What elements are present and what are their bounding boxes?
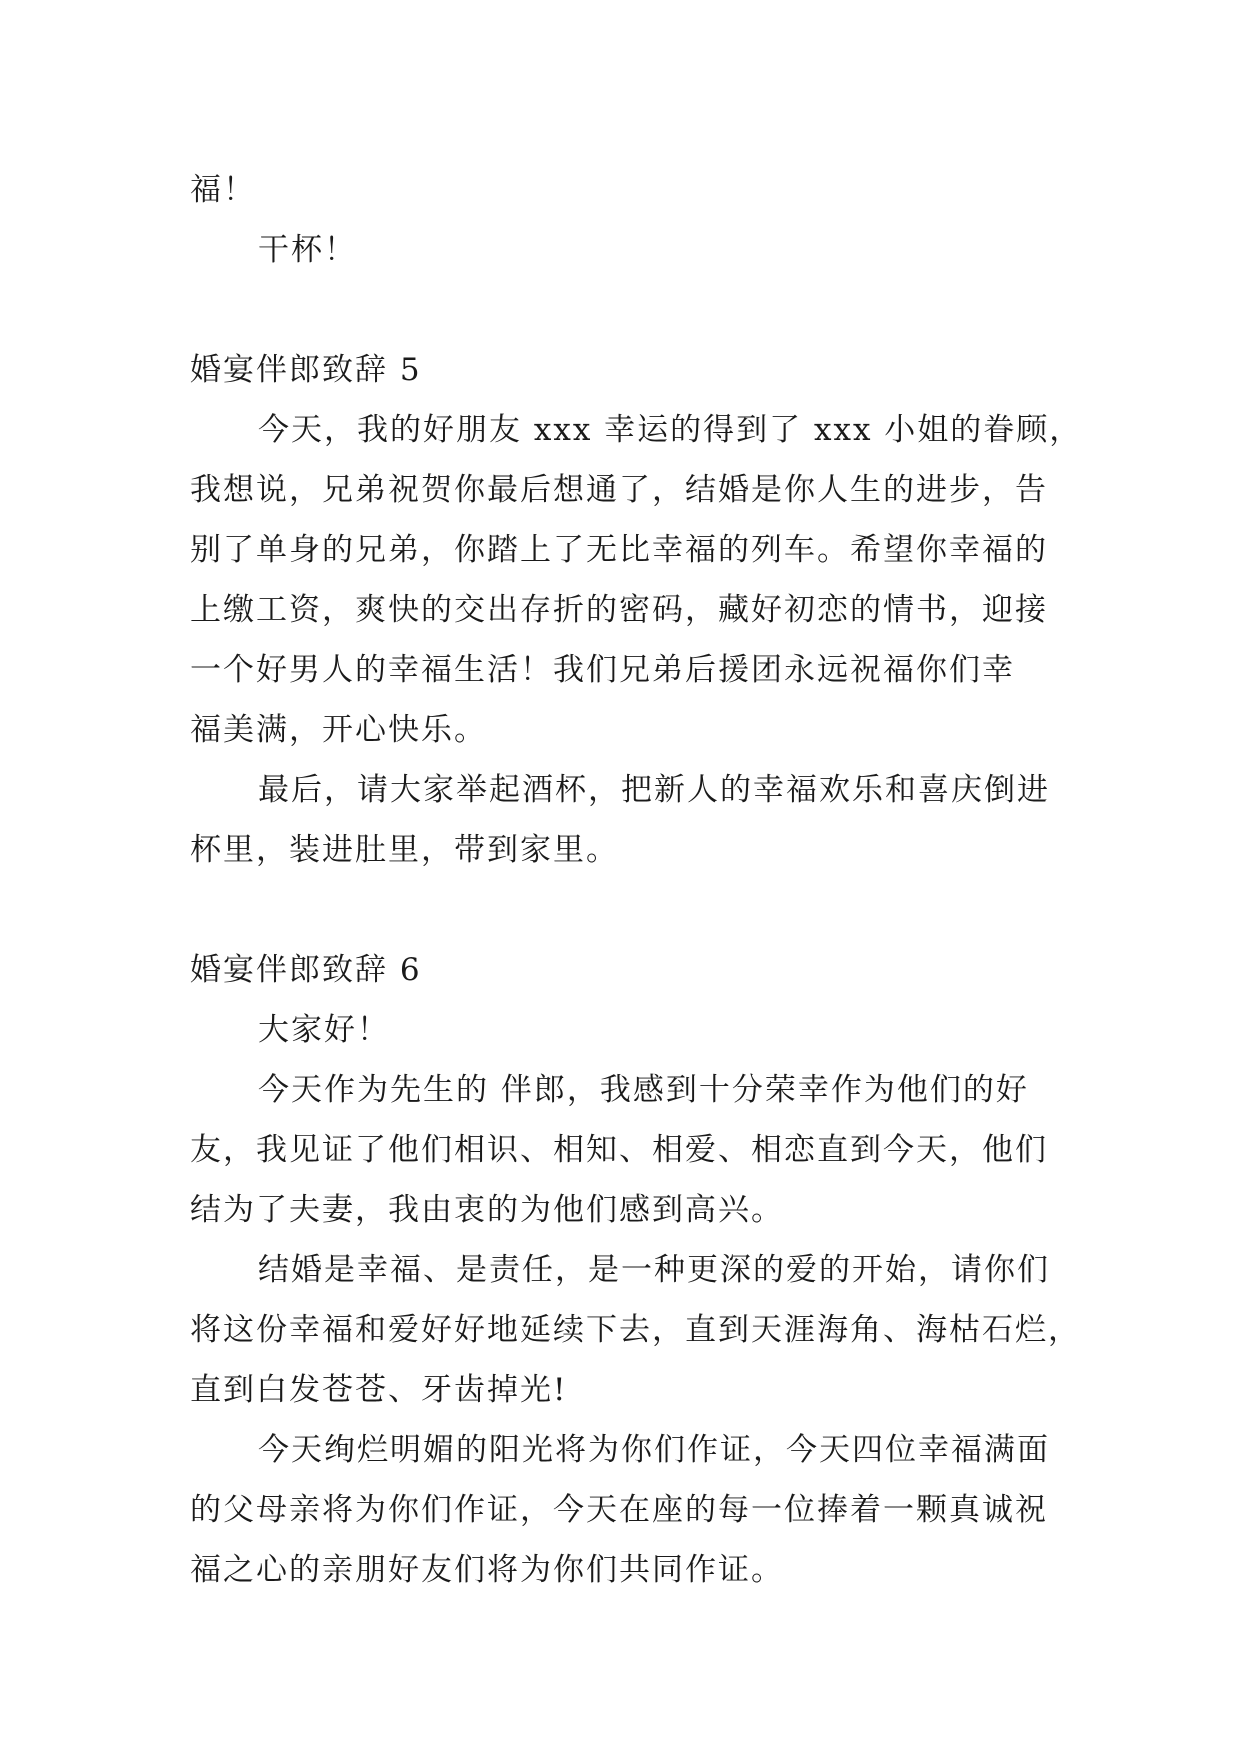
section-spacer xyxy=(190,880,1052,940)
section-spacer xyxy=(190,280,1052,340)
paragraph-line: 福！ xyxy=(190,172,256,208)
paragraph-line: 的父母亲将为你们作证，今天在座的每一位捧着一颗真诚祝 xyxy=(190,1492,1048,1528)
paragraph-line: 今天绚烂明媚的阳光将为你们作证，今天四位幸福满面 xyxy=(258,1432,1050,1468)
paragraph-line: 上缴工资，爽快的交出存折的密码，藏好初恋的情书，迎接 xyxy=(190,592,1048,628)
paragraph-line: 别了单身的兄弟，你踏上了无比幸福的列车。希望你幸福的 xyxy=(190,532,1048,568)
paragraph-line: 福之心的亲朋好友们将为你们共同作证。 xyxy=(190,1552,784,1588)
paragraph-line: 友，我见证了他们相识、相知、相爱、相恋直到今天，他们 xyxy=(190,1132,1048,1168)
section-heading: 婚宴伴郎致辞 6 xyxy=(190,952,422,988)
section-heading: 婚宴伴郎致辞 5 xyxy=(190,352,422,388)
paragraph-line: 福美满，开心快乐。 xyxy=(190,712,487,748)
paragraph-line: 最后，请大家举起酒杯，把新人的幸福欢乐和喜庆倒进 xyxy=(258,772,1050,808)
paragraph-line: 杯里，装进肚里，带到家里。 xyxy=(190,832,619,868)
document-page xyxy=(190,160,1083,1600)
paragraph-line: 一个好男人的幸福生活！我们兄弟后援团永远祝福你们幸 xyxy=(190,652,1015,688)
paragraph-line: 今天，我的好朋友 xxx 幸运的得到了 xxx 小姐的眷顾， xyxy=(258,412,1083,448)
paragraph-line: 大家好！ xyxy=(258,1012,390,1048)
paragraph-line: 今天作为先生的 伴郎，我感到十分荣幸作为他们的好 xyxy=(258,1072,1029,1108)
paragraph-line: 将这份幸福和爱好好地延续下去，直到天涯海角、海枯石烂， xyxy=(190,1312,1081,1348)
paragraph-line: 干杯！ xyxy=(258,232,357,268)
paragraph-line: 我想说，兄弟祝贺你最后想通了，结婚是你人生的进步，告 xyxy=(190,472,1048,508)
paragraph-line: 结为了夫妻，我由衷的为他们感到高兴。 xyxy=(190,1192,784,1228)
paragraph-line: 结婚是幸福、是责任，是一种更深的爱的开始，请你们 xyxy=(258,1252,1050,1288)
paragraph-line: 直到白发苍苍、牙齿掉光! xyxy=(190,1372,568,1408)
